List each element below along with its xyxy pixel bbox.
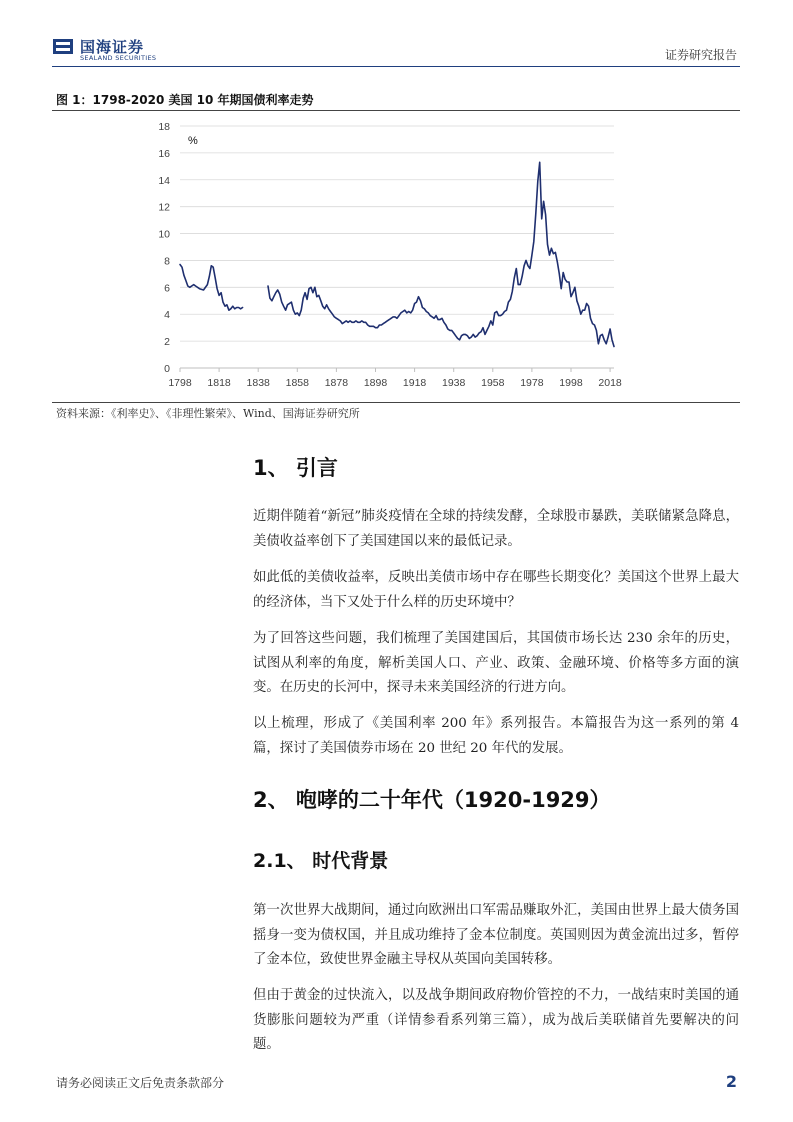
x-tick-label: 1898 xyxy=(363,377,388,389)
y-tick-label: 8 xyxy=(164,255,170,268)
logo-text-cn: 国海证券 xyxy=(80,38,145,56)
section-2-heading: 2、 咆哮的二十年代（1920-1929） xyxy=(253,788,611,812)
chart-unit-label: % xyxy=(188,135,198,147)
section-1-paragraph-4: 以上梳理，形成了《美国利率 200 年》系列报告。本篇报告为这一系列的第 4 篇，探讨了美国债券市场在 20 世纪 20 年代的发展。 xyxy=(253,716,739,756)
chart-series xyxy=(180,162,614,346)
x-tick-label: 1818 xyxy=(207,377,231,389)
chart-gridlines xyxy=(180,126,614,341)
x-tick-label: 1858 xyxy=(285,377,309,389)
company-logo xyxy=(52,34,157,64)
header-divider xyxy=(52,66,740,67)
section-2-1-heading: 2.1、 时代背景 xyxy=(253,850,389,872)
x-tick-label: 1978 xyxy=(520,377,544,389)
y-tick-label: 14 xyxy=(158,174,170,187)
section-1-paragraph-1: 近期伴随着“新冠”肺炎疫情在全球的持续发酵，全球股市暴跌，美联储紧急降息，美债收益率创下了美国建国以来的最低记录。 xyxy=(253,509,739,549)
y-tick-label: 0 xyxy=(164,363,170,375)
y-tick-label: 18 xyxy=(158,121,170,133)
x-tick-label: 1998 xyxy=(559,377,583,389)
yield-line-segment-2 xyxy=(268,162,614,346)
footer-disclaimer: 请务必阅读正文后免责条款部分 xyxy=(56,1076,225,1090)
sealand-logo-icon xyxy=(52,36,74,58)
chart-y-ticks xyxy=(158,121,170,375)
y-tick-label: 2 xyxy=(164,336,170,349)
y-tick-label: 4 xyxy=(164,309,170,322)
x-tick-label: 1918 xyxy=(402,377,427,389)
yield-chart xyxy=(52,112,740,400)
x-tick-label: 1958 xyxy=(481,377,505,389)
figure-title: 图 1：1798-2020 美国 10 年期国债利率走势 xyxy=(56,93,314,107)
x-tick-label: 1838 xyxy=(246,377,270,389)
chart-x-ticks xyxy=(168,377,622,389)
logo-text-en: SEALAND SECURITIES xyxy=(80,54,157,62)
y-tick-label: 6 xyxy=(164,282,170,295)
chart-axes xyxy=(180,368,614,372)
figure-top-rule xyxy=(52,110,740,111)
y-tick-label: 16 xyxy=(158,147,170,160)
x-tick-label: 1938 xyxy=(442,377,466,389)
y-tick-label: 10 xyxy=(158,228,170,241)
x-tick-label: 2018 xyxy=(598,377,622,389)
section-1-paragraph-3: 为了回答这些问题，我们梳理了美国建国后，其国债市场长达 230 余年的历史，试图从利率的角度，解析美国人口、产业、政策、金融环境、价格等多方面的演变。在历史的长河中，探寻未来美国经济的行进方向。 xyxy=(253,631,739,695)
section-2-1-paragraph-1: 第一次世界大战期间，通过向欧洲出口军需品赚取外汇，美国由世界上最大债务国摇身一变为债权国，并且成功维持了金本位制度。英国则因为黄金流出过多，暂停了金本位，致使世界金融主导权从英国向美国转移。 xyxy=(253,903,739,967)
y-tick-label: 12 xyxy=(158,201,170,214)
page-number: 2 xyxy=(725,1072,737,1091)
section-1-paragraph-2: 如此低的美债收益率，反映出美债市场中存在哪些长期变化？美国这个世界上最大的经济体，当下又处于什么样的历史环境中？ xyxy=(253,570,739,610)
report-type-label: 证券研究报告 xyxy=(664,48,737,62)
figure-bottom-rule xyxy=(52,402,740,403)
x-tick-label: 1798 xyxy=(168,377,192,389)
section-1-heading: 1、 引言 xyxy=(253,456,338,480)
x-tick-label: 1878 xyxy=(324,377,349,389)
section-2-1-paragraph-2: 但由于黄金的过快流入，以及战争期间政府物价管控的不力，一战结束时美国的通货膨胀问题较为严重（详情参看系列第三篇），成为战后美联储首先要解决的问题。 xyxy=(253,988,739,1052)
figure-source: 资料来源：《利率史》、《非理性繁荣》、Wind、国海证券研究所 xyxy=(56,407,360,420)
